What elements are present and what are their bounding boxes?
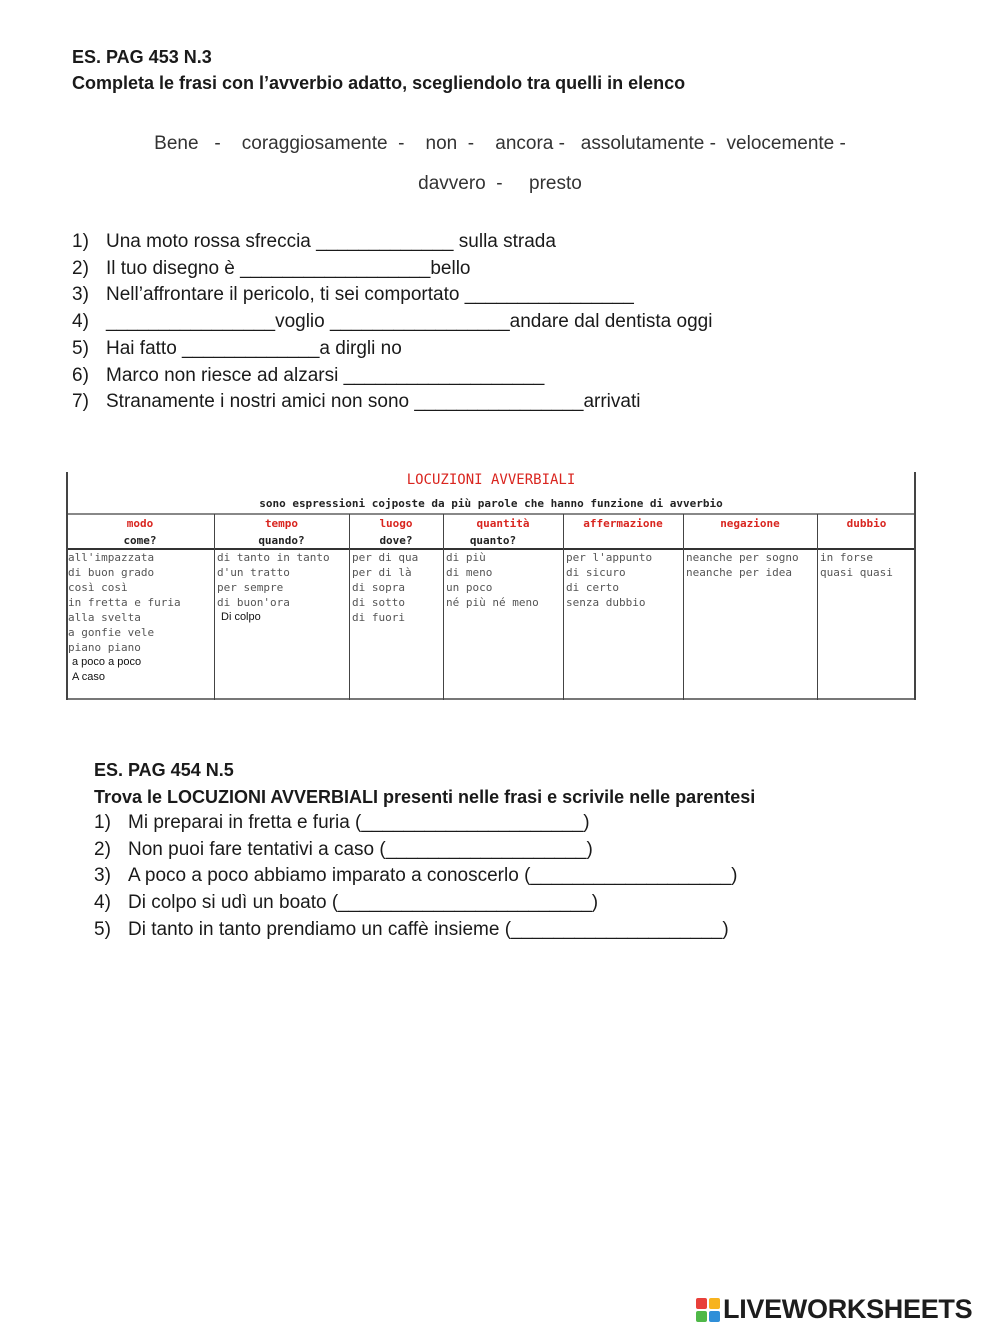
column-header-luogo: luogo <box>379 517 413 530</box>
table-entry-added: a poco a poco <box>72 656 142 668</box>
item-number: 4) <box>94 892 111 914</box>
item-text[interactable]: Di tanto in tanto prendiamo un caffè insieme (____________________) <box>128 918 729 940</box>
column-cell-negazione <box>684 550 799 580</box>
item-number: 6) <box>72 364 89 386</box>
item-number: 1) <box>94 812 111 833</box>
exercise-2-list <box>94 810 738 944</box>
item-number: 3) <box>94 865 111 887</box>
table-entry: quasi quasi <box>820 566 893 579</box>
logo-square <box>709 1298 720 1309</box>
column-header-affermazione: affermazione <box>583 517 663 530</box>
table-entry: per sempre <box>217 581 284 594</box>
item-text[interactable]: Il tuo disegno è __________________bello <box>106 257 471 279</box>
logo-square <box>709 1311 720 1322</box>
table-entry: per di qua <box>352 551 419 564</box>
item-number: 3) <box>72 284 89 306</box>
table-entry: di sotto <box>352 596 405 609</box>
exercise-1-instruction: Completa le frasi con l’avverbio adatto, scegliendolo tra quelli in elenco <box>72 73 686 93</box>
word-bank-line-1: Bene - coraggiosamente - non - ancora - assolutamente - velocemente - <box>154 133 846 154</box>
word-bank-line-2: davvero - presto <box>418 173 582 194</box>
item-number: 1) <box>72 231 89 252</box>
item-number: 2) <box>94 838 111 860</box>
column-cell-modo <box>66 550 181 685</box>
exercise-1-title: ES. PAG 453 N.3 <box>72 47 212 67</box>
table-entry: d'un tratto <box>217 566 290 579</box>
table-entry: neanche per idea <box>686 566 792 579</box>
list-item <box>72 282 712 309</box>
list-item <box>72 229 712 256</box>
item-text[interactable]: Hai fatto _____________a dirgli no <box>106 337 402 359</box>
table-entry: né più né meno <box>446 596 539 609</box>
item-text[interactable]: A poco a poco abbiamo imparato a conoscerlo (___________________) <box>128 865 738 887</box>
column-cell-dubbio <box>818 550 893 580</box>
table-entry: in fretta e furia <box>68 596 181 609</box>
table-entry: a gonfie vele <box>68 626 155 639</box>
column-header-dubbio: dubbio <box>846 517 887 530</box>
item-number: 2) <box>72 257 89 279</box>
logo-square <box>696 1311 707 1322</box>
column-question: quanto? <box>469 534 517 547</box>
table-entry: per di là <box>352 566 412 579</box>
item-text[interactable]: Di colpo si udì un boato (________________________) <box>128 892 599 914</box>
list-item <box>94 863 738 890</box>
brand-name: LIVEWORKSHEETS <box>723 1294 973 1324</box>
locuzioni-table <box>66 472 916 700</box>
item-text[interactable]: Stranamente i nostri amici non sono ________________arrivati <box>106 391 641 413</box>
exercise-2-title: ES. PAG 454 N.5 <box>94 760 234 780</box>
table-entry-added: Di colpo <box>221 611 261 623</box>
list-item <box>94 917 738 944</box>
exercise-2-instruction: Trova le LOCUZIONI AVVERBIALI presenti nelle frasi e scrivile nelle parentesi <box>94 787 756 807</box>
item-text[interactable]: ________________voglio _________________andare dal dentista oggi <box>106 311 713 333</box>
table-entry: di buon'ora <box>217 596 290 609</box>
column-cell-affermazione <box>564 550 652 610</box>
table-entry: senza dubbio <box>566 596 646 609</box>
item-text[interactable]: Una moto rossa sfreccia _____________ sulla strada <box>106 231 556 252</box>
item-number: 7) <box>72 391 89 413</box>
table-entry: di meno <box>446 566 493 579</box>
item-number: 5) <box>94 918 111 940</box>
list-item <box>72 389 712 416</box>
column-header-negazione: negazione <box>720 517 780 530</box>
table-entry: di certo <box>566 581 619 594</box>
item-text[interactable]: Marco non riesce ad alzarsi ___________________ <box>106 364 545 386</box>
table-entry: all'impazzata <box>68 551 155 564</box>
list-item <box>72 309 712 336</box>
list-item <box>94 810 738 837</box>
column-header-tempo: tempo <box>264 517 299 530</box>
table-divider <box>66 698 916 700</box>
item-text[interactable]: Nell’affrontare il pericolo, ti sei comportato ________________ <box>106 284 634 306</box>
item-number: 5) <box>72 337 89 359</box>
list-item <box>94 890 738 917</box>
liveworksheets-logo-icon <box>696 1298 720 1322</box>
table-column-divider <box>683 514 684 700</box>
table-entry: piano piano <box>68 641 141 654</box>
column-question: dove? <box>379 534 413 547</box>
table-entry: di sicuro <box>566 566 626 579</box>
table-entry: di più <box>446 551 486 564</box>
table-entry: così così <box>68 581 128 594</box>
table-entry: di tanto in tanto <box>217 551 330 564</box>
logo-square <box>696 1298 707 1309</box>
table-entry-added: A caso <box>72 671 106 683</box>
table-subtitle: sono espressioni cojposte da più parole che hanno funzione di avverbio <box>259 497 723 510</box>
list-item <box>72 363 712 390</box>
exercise-1-list <box>72 229 712 416</box>
table-title: LOCUZIONI AVVERBIALI <box>406 472 576 488</box>
table-entry: neanche per sogno <box>686 551 799 564</box>
table-entry: per l'appunto <box>566 551 653 564</box>
table-entry: di sopra <box>352 581 405 594</box>
list-item <box>72 336 712 363</box>
table-entry: alla svelta <box>68 611 141 624</box>
item-text[interactable]: Mi preparai in fretta e furia (_____________________) <box>128 812 590 833</box>
table-border <box>914 472 916 700</box>
table-entry: un poco <box>446 581 493 594</box>
item-text[interactable]: Non puoi fare tentativi a caso (___________________) <box>128 838 593 860</box>
table-column-divider <box>817 514 818 700</box>
item-number: 4) <box>72 311 89 333</box>
liveworksheets-brand <box>696 1294 972 1325</box>
column-cell-quantita <box>444 550 539 610</box>
column-cell-tempo <box>215 550 330 625</box>
column-header-modo: modo <box>126 517 154 530</box>
column-question: quando? <box>258 534 305 547</box>
table-entry: di fuori <box>352 611 405 624</box>
column-header-quantita: quantità <box>476 517 530 530</box>
list-item <box>72 256 712 283</box>
list-item <box>94 837 738 864</box>
table-entry: di buon grado <box>68 566 155 579</box>
column-question: come? <box>123 534 157 547</box>
table-divider <box>66 513 916 515</box>
column-cell-luogo <box>350 550 418 625</box>
table-entry: in forse <box>820 551 873 564</box>
